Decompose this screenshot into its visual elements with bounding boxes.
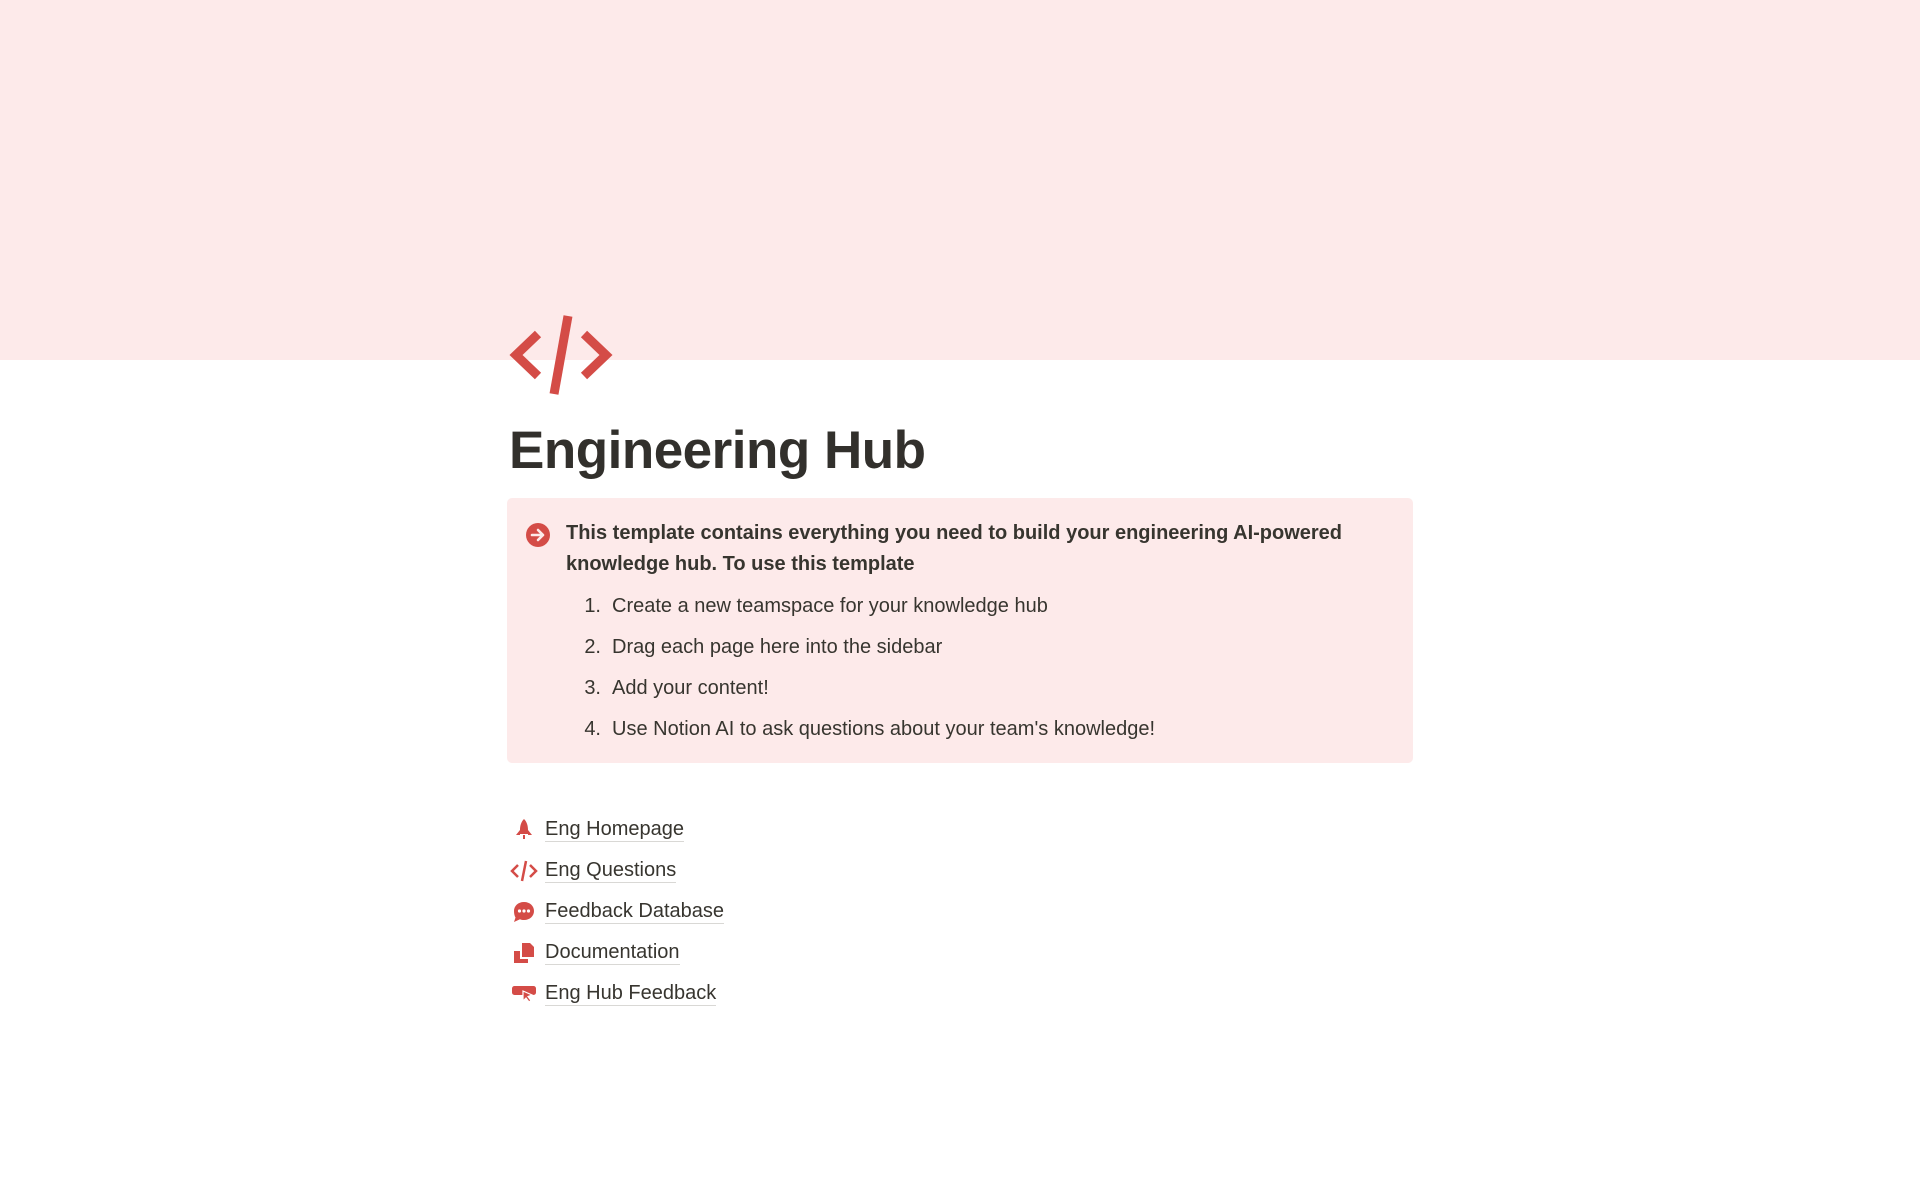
code-icon [510, 857, 538, 885]
link-label[interactable]: Eng Homepage [545, 818, 684, 840]
list-number: 1. [584, 595, 601, 617]
list-item [566, 668, 1155, 709]
list-text: Add your content! [612, 677, 769, 699]
page-cover [0, 0, 1920, 360]
documents-icon [510, 939, 538, 967]
chat-bubble-icon [510, 898, 538, 926]
list-text: Drag each page here into the sidebar [612, 636, 943, 658]
list-text: Create a new teamspace for your knowledge hub [612, 595, 1048, 617]
callout-text: This template contains everything you need to build your engineering AI-powered knowledge hub. To use this template [566, 522, 1343, 575]
rocket-icon [510, 816, 538, 844]
list-item [566, 586, 1155, 627]
arrow-circle-right-icon [525, 522, 551, 548]
page-link-eng-homepage[interactable] [510, 809, 724, 850]
page-link-feedback-database[interactable] [510, 891, 724, 932]
page-links [510, 809, 724, 1014]
page-title[interactable]: Engineering Hub [509, 421, 926, 480]
list-text: Use Notion AI to ask questions about your team's knowledge! [612, 718, 1156, 740]
link-label[interactable]: Feedback Database [545, 900, 725, 922]
link-label[interactable]: Documentation [545, 941, 680, 963]
page-link-documentation[interactable] [510, 932, 724, 973]
list-number: 3. [584, 677, 601, 699]
list-number: 4. [584, 718, 601, 740]
page-link-eng-hub-feedback[interactable] [510, 973, 724, 1014]
list-item [566, 627, 1155, 668]
page-link-eng-questions[interactable] [510, 850, 724, 891]
link-label[interactable]: Eng Questions [545, 859, 677, 881]
callout-block [507, 498, 1413, 763]
list-number: 2. [584, 636, 601, 658]
steps-list [566, 586, 1155, 750]
cursor-click-icon [510, 980, 538, 1008]
code-icon[interactable] [508, 314, 614, 396]
link-label[interactable]: Eng Hub Feedback [545, 982, 717, 1004]
list-item [566, 709, 1155, 750]
